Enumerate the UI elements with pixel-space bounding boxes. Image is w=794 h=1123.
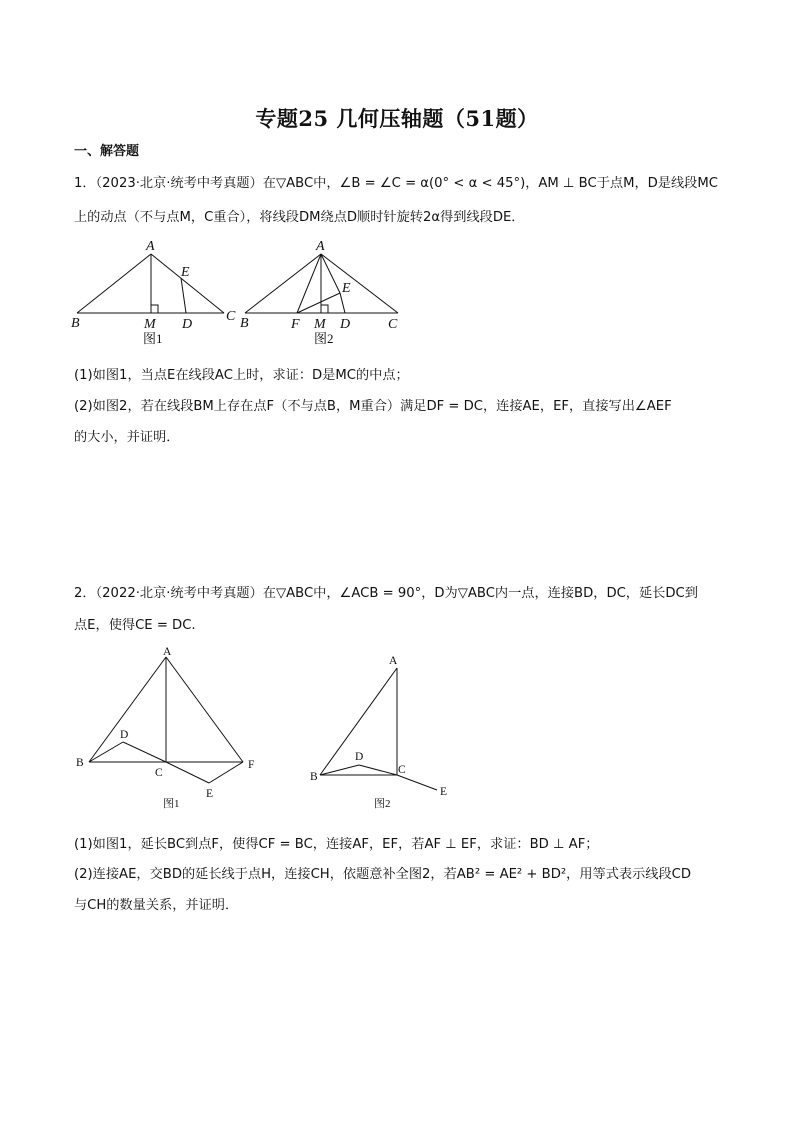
q2f1-line-dc	[123, 742, 166, 762]
q2-part2a: (2)连接AE，交BD的延长线于点H，连接CH，依题意补全图2，若AB² = AE² + BD²，用等式表示线段CD	[74, 867, 692, 882]
q1f2-label-e: E	[342, 281, 351, 296]
q1f2-label-c: C	[388, 317, 398, 332]
q2f1-line-ce	[166, 762, 209, 783]
q2f2-label-d: D	[355, 751, 364, 763]
q2f1-label-e: E	[206, 788, 214, 800]
q2f1-line-ef	[209, 762, 243, 783]
section-heading: 一、解答题	[74, 144, 140, 159]
q1f1-label-b: B	[71, 316, 80, 331]
q1f2-line-ae	[321, 254, 340, 293]
q1f1-label-d: D	[182, 317, 193, 332]
q2f2-line-dc	[359, 765, 397, 775]
q1f1-line-ac	[151, 254, 224, 313]
q2f2-label-c: C	[398, 764, 406, 776]
q1f2-right-angle	[321, 305, 328, 313]
q1f1-label-e: E	[181, 265, 190, 280]
q2f1-label-f: F	[248, 759, 255, 771]
q1f1-label-m: M	[144, 317, 156, 332]
q1f2-label-b: B	[240, 316, 249, 331]
q1f2-label-m: M	[314, 317, 326, 332]
q1f1-label-c: C	[226, 309, 236, 324]
q2f1-line-af	[166, 657, 243, 762]
q1-part1: (1)如图1，当点E在线段AC上时，求证：D是MC的中点；	[74, 368, 409, 383]
q1f2-label-a: A	[316, 239, 325, 254]
q1f1-line-ab	[77, 254, 151, 313]
q2f2-label-a: A	[389, 655, 398, 667]
q1-line2: 上的动点（不与点M，C重合），将线段DM绕点D顺时针旋转2α得到线段DE．	[74, 210, 525, 225]
q2f2-line-ce	[397, 775, 437, 790]
q2-part1: (1)如图1，延长BC到点F，使得CF = BC，连接AF，EF，若AF ⊥ EF，求证：BD ⊥ AF；	[74, 837, 599, 852]
q1f1-line-de	[181, 278, 186, 313]
q1f1-right-angle	[151, 305, 158, 313]
q2f2-label-e: E	[440, 786, 448, 798]
q1f2-line-ed	[340, 293, 345, 313]
q2f1-label-b: B	[76, 757, 84, 769]
q1-part2a: (2)如图2，若在线段BM上存在点F（不与点B，M重合）满足DF = DC，连接AE，EF，直接写出∠AEF	[74, 399, 672, 414]
q2-part2b: 与CH的数量关系，并证明．	[74, 898, 239, 913]
q2f1-caption: 图1	[163, 798, 180, 810]
q1-part2b: 的大小，并证明．	[74, 430, 180, 445]
q1f1-label-a: A	[146, 239, 155, 254]
q2f1-label-c: C	[155, 767, 163, 779]
q2-line2: 点E，使得CE = DC.	[74, 618, 196, 633]
q2f1-line-ab	[89, 657, 166, 762]
q1f2-caption: 图2	[314, 331, 334, 346]
q1-line1: 1．（2023·北京·统考中考真题）在▽ABC中，∠B = ∠C = α(0° < α < 45°)，AM ⊥ BC于点M，D是线段MC	[74, 176, 718, 191]
q1f2-label-d: D	[340, 317, 351, 332]
q1f2-line-ab	[245, 254, 321, 313]
q2f1-label-a: A	[163, 646, 172, 658]
q1f2-line-ac	[321, 254, 398, 313]
q2f1-line-bd	[89, 742, 123, 762]
q1f1-caption: 图1	[143, 331, 163, 346]
q2-line1: 2．（2022·北京·统考中考真题）在▽ABC中，∠ACB = 90°，D为▽ABC内一点，连接BD，DC，延长DC到	[74, 586, 698, 601]
page-title: 专题25 几何压轴题（51题）	[255, 106, 539, 131]
q2f2-label-b: B	[310, 771, 318, 783]
q2f1-label-d: D	[120, 729, 129, 741]
q1f2-label-f: F	[291, 317, 300, 332]
q2f2-caption: 图2	[374, 798, 391, 810]
